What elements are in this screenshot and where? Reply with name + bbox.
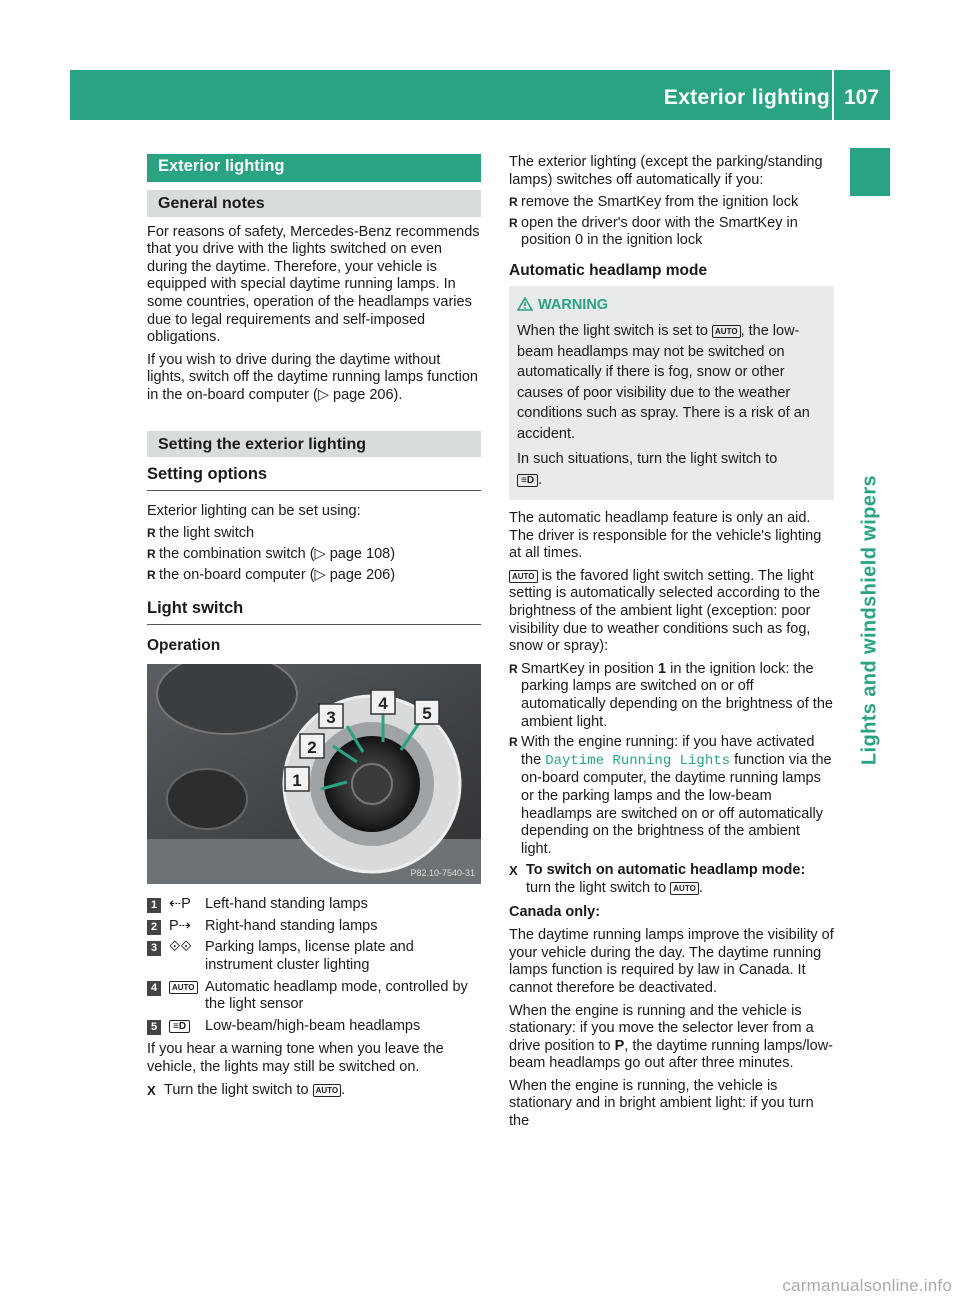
auto-icon: AUTO: [169, 981, 198, 994]
callout-3: 3: [326, 708, 336, 728]
chapter-tab-label: Lights and windshield wipers: [858, 474, 881, 766]
operation-heading: Operation: [147, 636, 221, 654]
legend-item-2: 2 P⇢ Right-hand standing lamps: [147, 918, 481, 936]
photo-code: P82.10-7540-31: [410, 868, 475, 879]
legend-item-5: 5 ≡D Low-beam/high-beam headlamps: [147, 1018, 481, 1036]
aid-paragraph: The automatic headlamp feature is only an aid. The driver is responsible for the vehicle's lighting at all times.: [509, 510, 822, 562]
general-notes-paragraph-1: For reasons of safety, Mercedes-Benz recommends that you drive with the lights switched on even during the daytime. Therefore, your vehicle is equipped with special daytime running lamps. In some countries, operation of the headlamps varies due to legal requirements and self-imposed obligations.: [147, 223, 480, 346]
callout-2: 2: [307, 738, 317, 758]
canada-paragraph-3: When the engine is running, the vehicle is stationary and in bright ambient light: if you turn the: [509, 1077, 814, 1130]
auto-mode-heading: Automatic headlamp mode: [509, 261, 708, 279]
light-switch-heading: Light switch: [147, 600, 481, 625]
list-item: R the light switch: [147, 525, 255, 542]
warning-triangle-icon: [517, 297, 533, 318]
general-notes-paragraph-2-text: If you wish to drive during the daytime without lights, switch off the daytime running lamps function in the on-board computer (▷ page 206).: [147, 351, 478, 403]
auto-icon: AUTO: [712, 325, 741, 338]
left-column: [147, 154, 481, 1103]
warning-title: WARNING: [517, 295, 826, 318]
auto-icon: AUTO: [509, 570, 538, 583]
list-item: R the combination switch (▷ page 108): [147, 545, 396, 562]
legend-item-1: 1 ⇠P Left-hand standing lamps: [147, 896, 481, 914]
setting-intro: Exterior lighting can be set using:: [147, 502, 361, 519]
general-notes-paragraph-2: [147, 352, 481, 405]
canada-paragraph-2: When the engine is running and the vehicle is stationary: if you move the selector lever from a drive position to P, the daytime running lamps/low-beam headlamps go out after three minutes.: [509, 1002, 834, 1072]
warning-paragraph-2: In such situations, turn the light switch to ≡D .: [517, 451, 778, 488]
page-number: 107: [844, 86, 880, 109]
warning-tone-paragraph: If you hear a warning tone when you leave the vehicle, the lights may still be switched on.: [147, 1041, 444, 1076]
canada-paragraph-1: The daytime running lamps improve the visibility of your vehicle during the day. The daytime running lamps function is required by law in Canada. It cannot therefore be deactivated.: [509, 927, 834, 996]
list-item: R With the engine running: if you have activated the Daytime Running Lights function via the on-board computer, the daytime running lamps or the parking lamps and the low-beam headlamps are switched on or off automatically depending on the brightness of the ambient light.: [509, 734, 832, 857]
light-switch-photo: [147, 664, 481, 884]
low-beam-icon: ≡D: [517, 474, 538, 487]
warning-box: [509, 286, 834, 501]
list-item: R SmartKey in position 1 in the ignition lock: the parking lamps are switched on or off automatically depending on the brightness of the ambient light.: [509, 660, 833, 730]
auto-off-intro: The exterior lighting (except the parking/standing lamps) switches off automatically if you:: [509, 154, 823, 188]
daytime-running-lights-menu-term: Daytime Running Lights: [545, 752, 731, 769]
setting-options-heading: Setting options: [147, 466, 481, 491]
general-notes-heading: General notes: [147, 190, 481, 217]
header-title: Exterior lighting: [663, 86, 830, 109]
right-standing-lamps-icon: P⇢: [169, 917, 191, 934]
step-arrow-icon: X: [509, 863, 518, 879]
instruction-step: X Turn the light switch to AUTO .: [147, 1081, 346, 1098]
favored-paragraph: AUTO is the favored light switch setting. The light setting is automatically selected according to the brightness of the ambient light (exception: poor visibility due to weather conditions such as fog, snow or spray):: [509, 567, 821, 655]
parking-lamps-icon: ⟐⟐: [169, 939, 192, 956]
auto-icon: AUTO: [670, 882, 699, 895]
callout-5: 5: [422, 704, 432, 724]
callout-1: 1: [292, 771, 302, 791]
callout-4: 4: [378, 694, 388, 714]
chapter-tab-marker: [850, 148, 890, 196]
warning-paragraph-1: When the light switch is set to AUTO , the low-beam headlamps may not be switched on automatically if there is fog, snow or other causes of poor visibility due to the weather conditions such as spray. There is a risk of an accident.: [517, 323, 810, 442]
header-divider: [832, 70, 834, 120]
list-item: R remove the SmartKey from the ignition lock: [509, 194, 799, 211]
section-title: Exterior lighting: [147, 154, 481, 182]
list-item: R open the driver's door with the SmartKey in position 0 in the ignition lock: [509, 214, 798, 249]
auto-icon: AUTO: [313, 1084, 342, 1097]
watermark: carmanualsonline.info: [782, 1276, 952, 1295]
instruction-step: X To switch on automatic headlamp mode: turn the light switch to AUTO .: [509, 862, 806, 896]
legend-item-3: 3 ⟐⟐ Parking lamps, license plate and instrument cluster lighting: [147, 939, 481, 974]
left-standing-lamps-icon: ⇠P: [169, 896, 191, 913]
legend-item-4: 4 AUTO Automatic headlamp mode, controlled by the light sensor: [147, 979, 481, 1014]
step-arrow-icon: X: [147, 1082, 156, 1098]
list-item: R the on-board computer (▷ page 206): [147, 566, 396, 583]
setting-heading: Setting the exterior lighting: [147, 431, 481, 458]
canada-heading: Canada only:: [509, 903, 601, 920]
light-switch-illustration: [147, 664, 481, 884]
right-column: [509, 154, 834, 1136]
low-beam-icon: ≡D: [169, 1020, 190, 1033]
